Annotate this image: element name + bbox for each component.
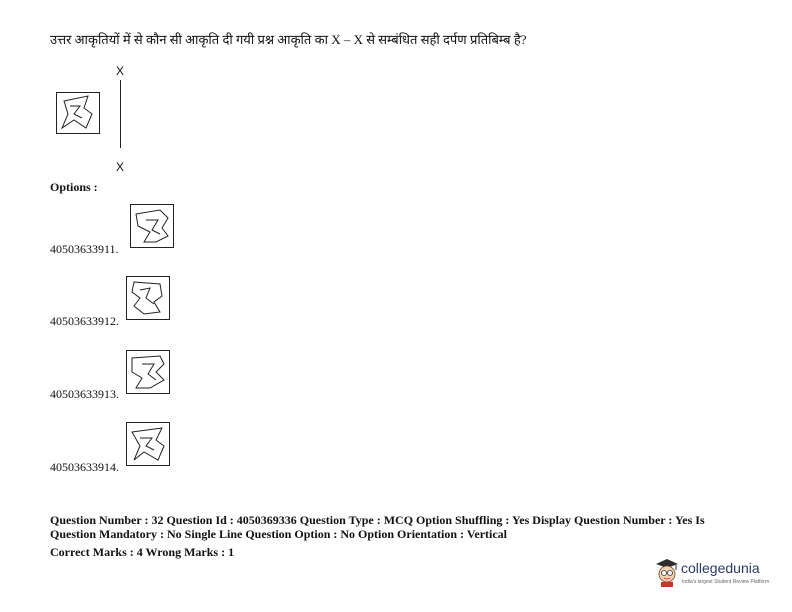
logo-wordmark: collegedunia: [681, 560, 760, 576]
meta-line-2: Correct Marks : 4 Wrong Marks : 1: [50, 545, 235, 559]
options-label: Options :: [50, 180, 98, 194]
meta-line-1: Question Number : 32 Question Id : 4050369336 Question Type : MCQ Option Shuffling : Yes Display Question Number : Yes Is Question Mandatory : No Single Line Question Option : No Option Orientation : Vertical: [50, 513, 705, 541]
mirror-line: [120, 80, 121, 148]
option-figure-4[interactable]: [126, 422, 170, 466]
option-id-3[interactable]: 40503633913.: [50, 387, 119, 401]
option-id-1[interactable]: 40503633911.: [50, 242, 119, 256]
option-figure-3[interactable]: [126, 350, 170, 394]
logo-tagline: India's largest Student Review Platform: [682, 579, 770, 585]
option-id-2[interactable]: 40503633912.: [50, 314, 119, 328]
mascot-icon: [654, 556, 680, 593]
question-figure: [56, 92, 100, 134]
option-figure-1[interactable]: [130, 204, 174, 248]
question-meta: [50, 513, 730, 559]
mirror-label-bottom: X: [116, 160, 125, 174]
option-figure-2[interactable]: [126, 276, 170, 320]
option-id-4[interactable]: 40503633914.: [50, 460, 119, 474]
mirror-label-top: X: [116, 64, 125, 78]
question-text: उत्तर आकृतियों में से कौन सी आकृति दी गयी प्रश्न आकृति का X – X से सम्बंधित सही दर्पण प्रतिबिम्ब है?: [50, 32, 527, 47]
